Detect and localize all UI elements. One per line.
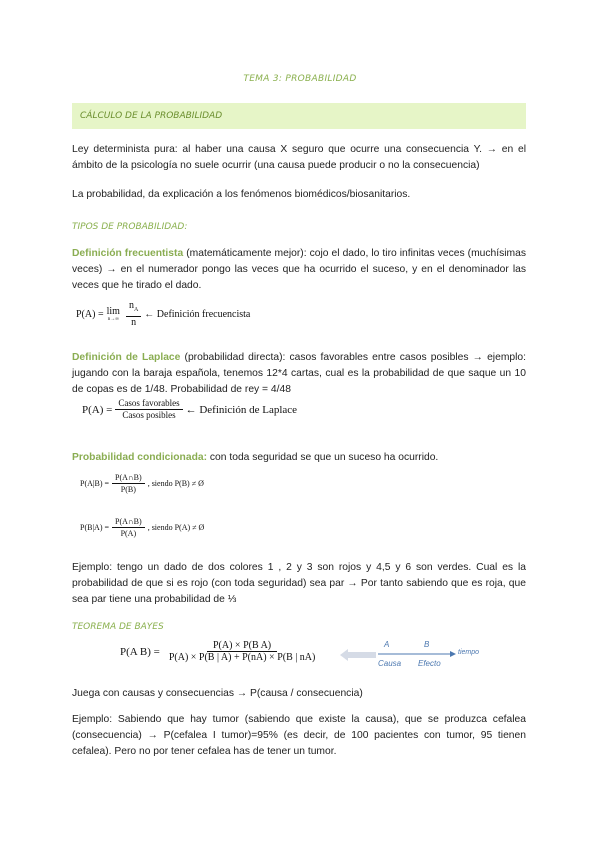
fraction-num-sub: A [133,307,139,313]
diagram-a: A [384,640,390,649]
fraction-laplace [115,398,182,421]
page-title: TEMA 3: PROBABILIDAD [243,74,357,84]
diagram-efecto: Efecto [418,659,441,668]
formula-laplace-label: ← Definición de Laplace [185,403,298,416]
left-arrow-icon [340,648,376,662]
fraction-den: P(A) [120,529,137,538]
term-condicionada: Probabilidad condicionada: [72,452,208,463]
formula-bayes [120,640,324,663]
fraction [112,472,145,495]
paragraph-ejemplo-tumor: Ejemplo: Sabiendo que hay tumor (sabiendo que existe la causa), que se produzca cefalea (consecuencia) → P(cefalea I tumor)=95% (es decir, de 100 pacientes con tumor, 95 tienen cefalea). Pero no por tener cefalea has de tener un tumor. [72,714,526,757]
paragraph-frecuentista [72,246,526,294]
diagram-tiempo: tiempo [458,649,480,656]
formula-frecuentista [76,300,250,328]
paragraph-laplace [72,350,526,398]
text-condicionada: con toda seguridad se que un suceso ha ocurrido. [207,452,439,463]
formula-laplace-lhs: P(A) = [82,403,113,416]
paragraph-probabilidad: La probabilidad, da explicación a los fenómenos biomédicos/biosanitarios. [72,189,411,200]
causa-efecto-diagram [378,640,488,672]
term-frecuentista: Definición frecuentista [72,248,184,259]
formula-condition: , siendo P(A) ≠ Ø [147,523,205,532]
term-laplace: Definición de Laplace [72,352,181,363]
fraction-bayes [163,640,321,663]
text-laplace: (probabilidad directa): casos favorables entre casos posibles → ejemplo: jugando con la baraja española, tenemos 12*4 cartas, cual es la probabilidad de que saque un 10 de copas es de 1/48. Probabilidad de rey = 4/48 [72,352,527,395]
section-heading: CÁLCULO DE LA PROBABILIDAD [80,111,223,121]
formula-lhs: P(B|A) = [80,523,110,532]
lim-subscript: n→∞ [107,317,119,322]
text-frecuentista: (matemáticamente mejor): cojo el dado, lo tiro infinitas veces (muchísimas veces) → en el numerador pongo las veces que ha ocurrido el suceso, y en el denominador las veces que he tirado el dado. [72,248,527,291]
formula-frecuentista-lhs: P(A) = [76,308,104,320]
tipos-heading: TIPOS DE PROBABILIDAD: [72,222,188,232]
formula-condicionada-2 [80,516,204,539]
paragraph-causas: Juega con causas y consecuencias → P(causa / consecuencia) [72,688,363,699]
fraction [112,516,145,539]
fraction-num: P(A) × P(B A) [207,640,277,652]
fraction-num: Casos favorables [115,398,182,410]
formula-condition: , siendo P(B) ≠ Ø [147,479,204,488]
diagram-causa: Causa [378,659,402,668]
limit-operator [107,306,120,322]
paragraph-ejemplo-dado: Ejemplo: tengo un dado de dos colores 1 , 2 y 3 son rojos y 4,5 y 6 son verdes. Cual es la probabilidad de que si es rojo (con toda seguridad) sea par → Por tanto sabiendo que es roja, que sea par tiene una probabilidad de ⅓ [72,562,526,605]
formula-laplace [82,398,297,421]
formula-frecuentista-label: ← Definición frecuencista [144,308,251,320]
paragraph-ley-determinista: Ley determinista pura: al haber una causa X seguro que ocurre una consecuencia Y. → en el ámbito de la psicología no suele ocurrir (una causa puede producir o no la consecuencia) [72,144,526,171]
fraction-num: P(A∩B) [112,516,145,528]
lim-text: lim [106,306,120,317]
fraction-num: n [128,300,134,311]
fraction-den: P(A) × P(B | A) + P(nA) × P(B | nA) [168,652,316,663]
formula-lhs: P(A|B) = [80,479,110,488]
bayes-heading: TEOREMA DE BAYES [72,622,164,632]
fraction-den: Casos posibles [122,410,176,420]
fraction-den: P(B) [120,485,136,494]
diagram-b: B [424,640,430,649]
fraction-den: n [131,317,137,328]
paragraph-condicionada [72,450,526,466]
fraction-frecuentista [126,300,141,328]
fraction-num: P(A∩B) [112,472,145,484]
formula-condicionada-1 [80,472,204,495]
formula-lhs: P(A B) = [120,645,160,658]
